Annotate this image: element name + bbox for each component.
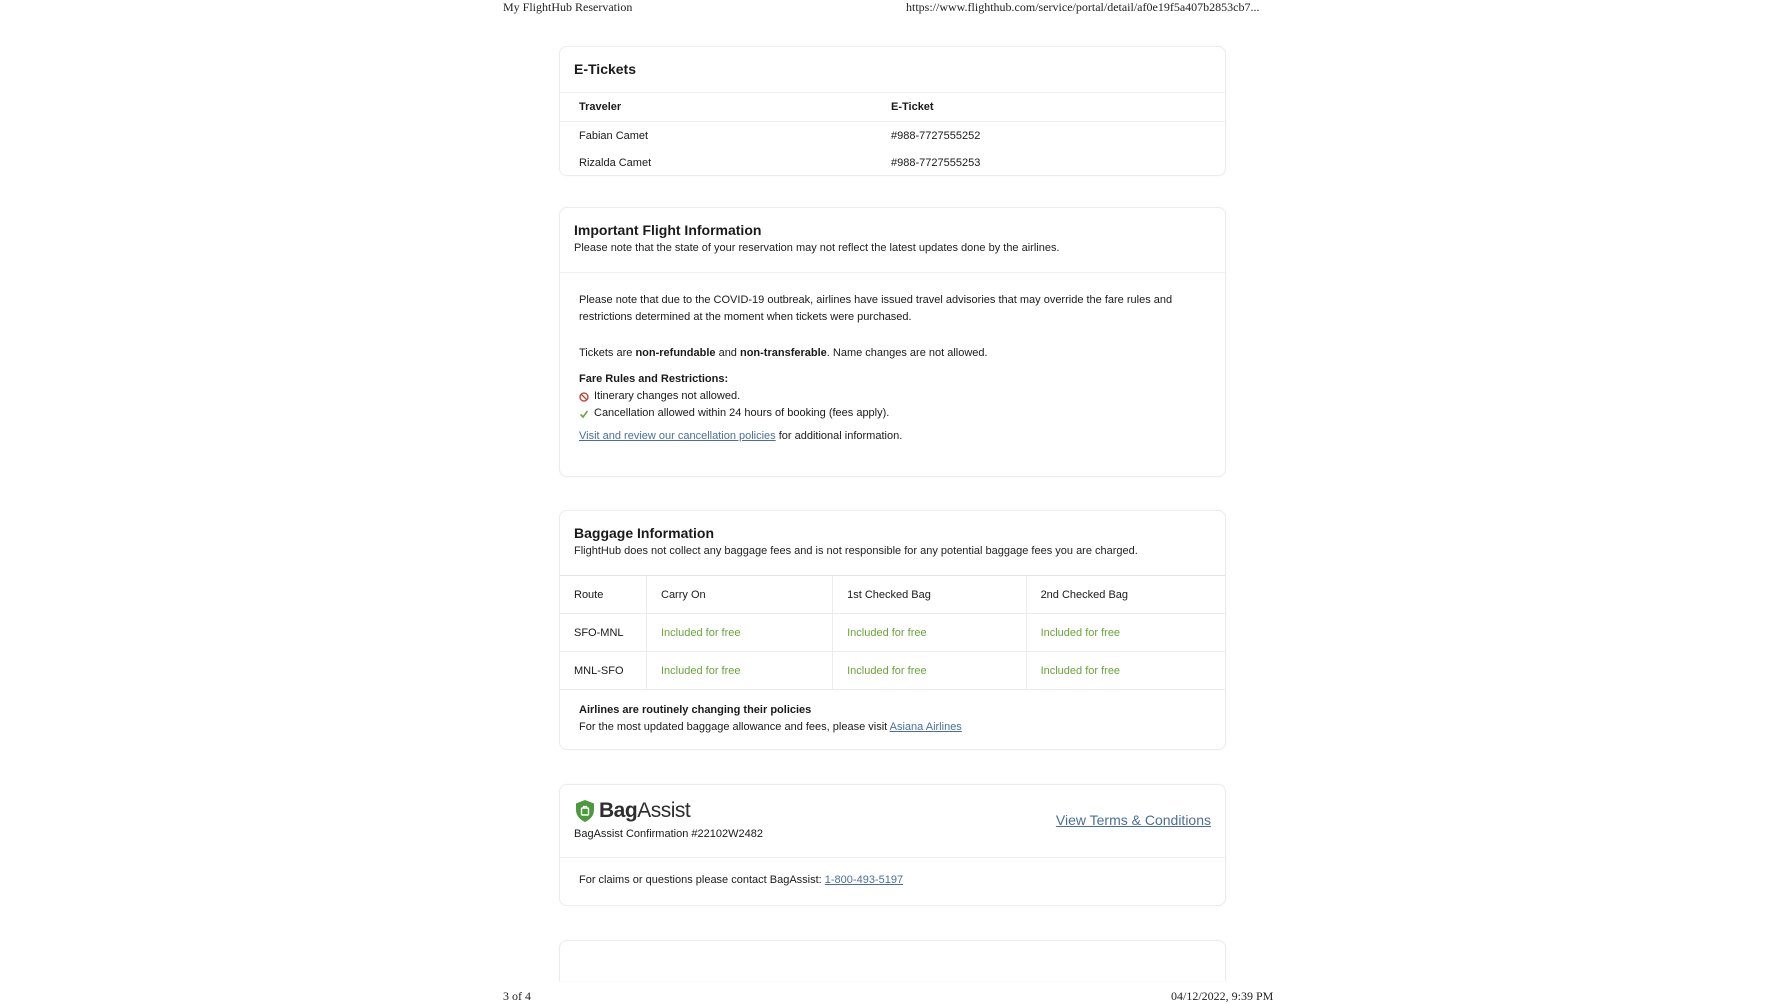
bagassist-claims (579, 874, 903, 886)
column-header-eticket: E-Ticket (872, 93, 1225, 122)
check-icon (579, 409, 589, 419)
non-refundable-label: non-refundable (635, 347, 716, 359)
carry-on-cell: Included for free (647, 614, 833, 652)
ticket-policy-suffix: . Name changes are not allowed. (826, 347, 988, 359)
traveler-name: Rizalda Camet (579, 156, 652, 169)
print-page-url: https://www.flighthub.com/service/portal/detail/af0e19f5a407b2853cb7... (906, 0, 1260, 14)
shield-icon (574, 799, 596, 823)
route-cell: SFO-MNL (560, 614, 647, 652)
eticket-number: #988-7727555252 (891, 129, 981, 142)
bagassist-phone-link[interactable]: 1-800-493-5197 (824, 874, 904, 886)
fare-rule-text: Cancellation allowed within 24 hours of booking (fees apply). (594, 407, 890, 419)
baggage-table (560, 575, 1225, 690)
baggage-info-card (559, 510, 1226, 750)
policy-suffix: for additional information. (775, 430, 903, 442)
eticket-number: #988-7727555253 (891, 156, 981, 169)
second-bag-cell: Included for free (1026, 614, 1225, 652)
divider (560, 272, 1225, 273)
column-header-first-bag: 1st Checked Bag (833, 576, 1026, 614)
carry-on-cell: Included for free (647, 652, 833, 690)
print-page-title: My FlightHub Reservation (503, 0, 633, 14)
bagassist-logo (574, 799, 690, 823)
column-header-route: Route (560, 576, 647, 614)
baggage-note-title: Airlines are routinely changing their policies (579, 704, 812, 716)
view-terms-link[interactable]: View Terms & Conditions (1055, 812, 1211, 828)
important-info-title: Important Flight Information (574, 222, 762, 238)
covid-note: Please note that due to the COVID-19 outbreak, airlines have issued travel advisories that may override the fare rules and restrictions determined at the moment when tickets were purchased. (579, 294, 1173, 323)
cancellation-policy-link[interactable]: Visit and review our cancellation policies (579, 430, 776, 442)
table-row (560, 652, 1225, 690)
column-header-carry-on: Carry On (647, 576, 833, 614)
not-allowed-icon (579, 392, 589, 402)
baggage-note-body: For the most updated baggage allowance and fees, please visit (579, 721, 890, 733)
claims-text: For claims or questions please contact BagAssist: (579, 874, 825, 886)
bagassist-card (559, 784, 1226, 906)
table-row (560, 149, 1225, 176)
baggage-info-subtitle: FlightHub does not collect any baggage fees and is not responsible for any potential baggage fees you are charged. (574, 545, 1138, 557)
baggage-note (579, 702, 962, 736)
print-page-number: 3 of 4 (503, 989, 531, 1003)
ticket-policy (579, 345, 1195, 362)
asiana-airlines-link[interactable]: Asiana Airlines (889, 721, 962, 733)
non-transferable-label: non-transferable (739, 347, 827, 359)
print-datetime: 04/12/2022, 9:39 PM (1171, 989, 1274, 1003)
table-header-row (560, 576, 1225, 614)
logo-bag-text: Bag (599, 799, 638, 822)
fare-rules-title: Fare Rules and Restrictions: (579, 373, 729, 385)
fare-rule-item (579, 388, 1195, 405)
logo-assist-text: Assist (637, 799, 691, 822)
bagassist-confirmation: BagAssist Confirmation #22102W2482 (574, 828, 763, 840)
etickets-title: E-Tickets (574, 61, 636, 77)
traveler-name: Fabian Camet (579, 129, 649, 142)
column-header-traveler: Traveler (560, 93, 872, 122)
next-section-card (559, 940, 1226, 981)
ticket-policy-and: and (715, 347, 740, 359)
etickets-card (559, 46, 1226, 176)
important-info-subtitle: Please note that the state of your reservation may not reflect the latest updates done by the airlines. (574, 242, 1060, 254)
etickets-table (560, 92, 1225, 176)
divider (560, 857, 1225, 858)
route-cell: MNL-SFO (560, 652, 647, 690)
important-info-card (559, 207, 1226, 477)
table-row (560, 614, 1225, 652)
policy-line (579, 428, 1195, 445)
first-bag-cell: Included for free (833, 652, 1026, 690)
second-bag-cell: Included for free (1026, 652, 1225, 690)
first-bag-cell: Included for free (833, 614, 1026, 652)
baggage-info-title: Baggage Information (574, 525, 715, 541)
column-header-second-bag: 2nd Checked Bag (1026, 576, 1225, 614)
fare-rule-text: Itinerary changes not allowed. (594, 390, 741, 402)
ticket-policy-prefix: Tickets are (579, 347, 636, 359)
fare-rule-item (579, 405, 1195, 422)
table-row (560, 122, 1225, 150)
baggage-note-text (579, 719, 962, 736)
